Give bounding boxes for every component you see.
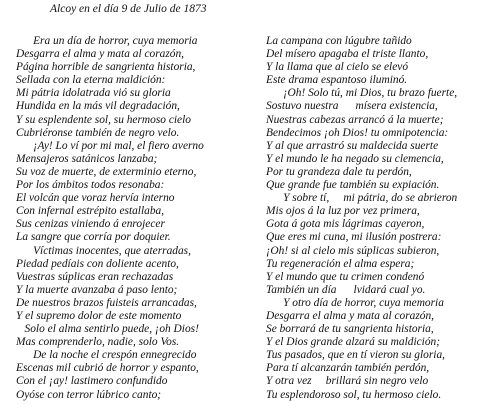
poem-line: De la noche el crespón ennegrecido (16, 349, 197, 362)
poem-line: Víctimas inocentes, que aterradas, (16, 244, 191, 257)
poem-line: Con infernal estrépito estallaba, (16, 205, 165, 218)
poem-line: Mensajeros satánicos lanzaba; (16, 152, 158, 165)
poem-line: Que eres mi cuna, mi ilusión postrera: (266, 231, 442, 244)
poem-line: También un día lvidará cual yo. (266, 283, 426, 296)
poem-line: Sellada con la eterna maldición: (16, 74, 166, 87)
poem-line: Página horrible de sangrienta historia, (16, 61, 196, 74)
poem-line: Por tu grandeza dale tu perdón, (266, 165, 412, 178)
poem-line: Tu esplendoroso sol, tu hermoso cielo. (266, 388, 442, 401)
right-column (266, 35, 496, 402)
poem-line: Desgarra el alma y mata al corazón, (266, 309, 435, 322)
poem-line: Gota á gota mis lágrimas cayeron, (266, 218, 425, 231)
poem-line: Bendecimos ¡oh Dios! tu omnipotencia: (266, 126, 449, 139)
poem-line: Oyóse con terror lúbrico canto; (16, 388, 162, 401)
poem-line: Mi pátria idolatrada vió su gloria (16, 87, 171, 100)
poem-line: Sus cenizas viniendo á enrojecer (16, 218, 165, 231)
poem-line: Vuestras súplicas eran rechazadas (16, 270, 174, 283)
poem-line: Era un día de horror, cuya memoria (16, 35, 198, 47)
poem-line: El volcán que voraz hervía interno (16, 192, 175, 205)
poem-line: La campana con lúgubre tañido (266, 35, 412, 47)
poem-line: Cubriéronse también de negro velo. (16, 126, 180, 139)
poem-line: Su voz de muerte, de exterminio eterno, (16, 165, 197, 178)
poem-line: ¡Oh! si al cielo mis súplicas subieron, (266, 244, 440, 257)
poem-line: ¡Ay! Lo ví por mi mal, el fiero averno (16, 139, 204, 152)
poem-line: Mas comprenderlo, nadie, solo Vos. (16, 336, 180, 349)
poem-line: Este drama espantoso iluminó. (266, 74, 408, 87)
poem-line: De nuestros brazos fuisteis arrancadas, (16, 296, 197, 309)
poem-line: Y el mundo que tu crimen condenó (266, 270, 425, 283)
poem-line: Y otra vez brillará sin negro velo (266, 375, 429, 388)
poem-line: Y su esplendente sol, su hermoso cielo (16, 113, 191, 126)
poem-line: Se borrará de tu sangrienta historia, (266, 323, 434, 336)
poem-line: Y la muerte avanzaba á paso lento; (16, 283, 178, 296)
poem-line: Mis ojos á la luz por vez primera, (266, 205, 420, 218)
poem-line: Nuestras cabezas arrancó á la muerte; (266, 113, 444, 126)
poem-line: Piedad pedíais con doliente acento, (16, 257, 179, 270)
poem-line: Sostuvo nuestra mísera existencia, (266, 100, 438, 113)
poem-line: Para tí alcanzarán también perdón, (266, 362, 430, 375)
poem-line: Por los ámbitos todos resonaba: (16, 179, 165, 192)
poem-line: Y sobre tí, mi pátria, do se abrieron (266, 192, 458, 205)
poem-line: Y otro día de horror, cuya memoria (266, 296, 444, 309)
poem-line: Y el supremo dolor de este momento (16, 309, 182, 322)
poem-line: Y la llama que al cielo se elevó (266, 61, 409, 74)
poem-line: Escenas mil cubrió de horror y espanto, (16, 362, 199, 375)
poem-line: Del mísero apagaba el triste llanto, (266, 48, 429, 61)
poem-line: Desgarra el alma y mata al corazón, (16, 48, 185, 61)
poem-line: ¡Oh! Solo tú, mi Dios, tu brazo fuerte, (266, 87, 458, 100)
poem-line: Solo el alma sentirlo puede, ¡oh Dios! (16, 323, 199, 336)
poem-line: Hundida en la más vil degradación, (16, 100, 180, 113)
left-column (16, 35, 251, 402)
poem-line: Y el mundo le ha negado su clemencia, (266, 152, 444, 165)
poem-line: Y al que arrastró su maldecida suerte (266, 139, 439, 152)
poem-line: Tus pasados, que en tí vieron su gloria, (266, 349, 445, 362)
poem-line: Con el ¡ay! lastimero confundido (16, 375, 168, 388)
poem-line: Que grande fue también su expiación. (266, 179, 440, 192)
poem-line: La sangre que corría por doquier. (16, 231, 171, 244)
poem-title: Alcoy en el día 9 de Julio de 1873 (50, 3, 207, 15)
poem-line: Y el Dios grande alzará su maldición; (266, 336, 441, 349)
poem-line: Tu regeneración el alma espera; (266, 257, 415, 270)
